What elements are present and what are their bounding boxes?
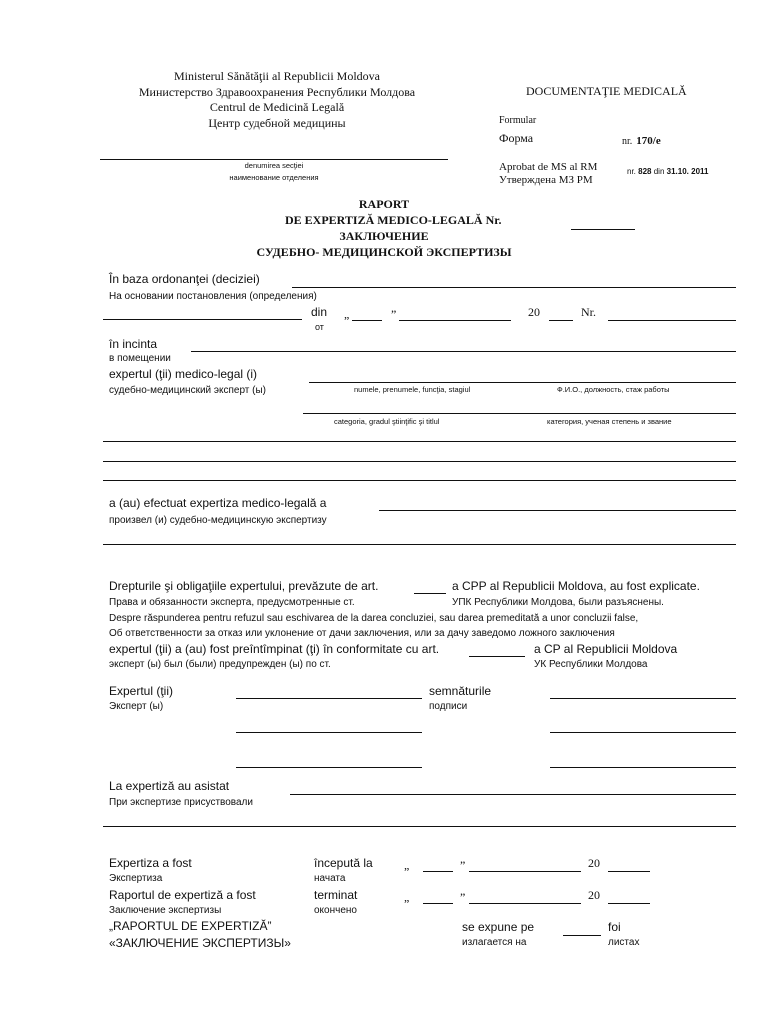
sheets-label-ro: foi (608, 920, 621, 934)
expertise-label-ro: Expertiza a fost (109, 856, 192, 870)
nr-label: Nr. (581, 305, 596, 319)
performed-label-ro: a (au) efectuat expertiza medico-legală a (109, 496, 327, 510)
rights-line1-ru-a: Права и обязанности эксперта, предусмотренные ст. (109, 597, 355, 608)
ordinance-label-ru: На основании постановления (определения) (109, 291, 317, 302)
end-quote-open: „ (404, 890, 410, 904)
name-hint-ro: numele, prenumele, funcţia, stagiul (354, 385, 471, 394)
expert-name-line[interactable] (309, 382, 736, 383)
end-year-prefix: 20 (588, 888, 600, 902)
order-number: nr. 828 din 31.10. 2011 (627, 167, 709, 176)
signature-expert-ro: Expertul (ţii) (109, 684, 174, 698)
expert-name-line-2[interactable] (236, 732, 422, 733)
assisted-line-2[interactable] (103, 826, 736, 827)
ordinance-label-ro: În baza ordonanţei (deciziei) (109, 272, 260, 286)
name-hint-ru: Ф.И.О., должность, стаж работы (557, 385, 670, 394)
report-title-ro: „RAPORTUL DE EXPERTIZĂ” (109, 919, 272, 933)
rights-line1-ru-b: УПК Республики Молдова, были разъяснены. (452, 597, 664, 608)
signature-line-2[interactable] (550, 732, 736, 733)
performed-extra-line[interactable] (103, 544, 736, 545)
report-label-ru: Заключение экспертизы (109, 905, 222, 916)
expert-extra-line-1[interactable] (103, 441, 736, 442)
premises-line[interactable] (191, 351, 736, 352)
pages-count-line[interactable] (563, 935, 601, 936)
ordinance-issuer-line[interactable] (103, 319, 302, 320)
cp-article-line[interactable] (469, 656, 525, 657)
premises-label-ro: în incinta (109, 337, 158, 351)
title-raport: RAPORT (358, 197, 410, 211)
quote-close-day: ” (391, 307, 397, 321)
section-name-line[interactable] (100, 159, 448, 160)
assisted-label-ru: При экспертизе присуствовали (109, 797, 253, 808)
rights-line3-ru-b: УК Республики Молдова (534, 659, 648, 670)
start-quote-close: ” (460, 858, 466, 872)
din-label-ru: от (315, 322, 324, 332)
formular-label-ru: Форма (499, 131, 534, 145)
expertise-label-ru: Экспертиза (109, 873, 163, 884)
title-forensic: СУДЕБНО- МЕДИЦИНСКОЙ ЭКСПЕРТИЗЫ (256, 245, 512, 259)
rights-line3-ru-a: эксперт (ы) был (были) предупрежден (ы) по ст. (109, 659, 331, 670)
signature-expert-ru: Эксперт (ы) (109, 701, 164, 712)
rights-line1-ro-b: a CPP al Republicii Moldova, au fost explicate. (452, 579, 700, 593)
approved-label-ru: Утверждена МЗ РМ (499, 174, 593, 186)
ministry-name-ru: Министерство Здравоохранения Республики Молдова (138, 85, 416, 99)
report-label-ro: Raportul de expertiză a fost (109, 888, 256, 902)
ordinance-number-line[interactable] (608, 320, 736, 321)
end-year-line[interactable] (608, 903, 650, 904)
formular-label-ro: Formular (499, 115, 537, 126)
start-year-prefix: 20 (588, 856, 600, 870)
start-day-line[interactable] (423, 871, 453, 872)
end-quote-close: ” (460, 890, 466, 904)
ordinance-month-line[interactable] (399, 320, 511, 321)
expert-extra-line-3[interactable] (103, 480, 736, 481)
performed-subject-line[interactable] (379, 510, 736, 511)
section-hint-ro: denumirea secţiei (244, 161, 304, 170)
year-prefix: 20 (528, 305, 540, 319)
finished-label-ru: окончено (314, 905, 357, 916)
title-conclusion: ЗАКЛЮЧЕНИЕ (339, 229, 429, 243)
start-year-line[interactable] (608, 871, 650, 872)
ordinance-year-line[interactable] (549, 320, 573, 321)
started-label-ru: начата (314, 873, 346, 884)
rights-line3-ro-b: a CP al Republicii Moldova (534, 642, 678, 656)
section-hint-ru: наименование отделения (229, 173, 319, 182)
signature-label-ro: semnăturile (429, 684, 492, 698)
started-label-ro: începută la (314, 856, 373, 870)
category-hint-ro: categoria, gradul ştiinţific şi titlul (334, 417, 440, 426)
ordinance-line[interactable] (292, 287, 736, 288)
expert-name-line-3[interactable] (236, 767, 422, 768)
expert-extra-line-2[interactable] (103, 461, 736, 462)
expert-label-ro: expertul (ţii) medico-legal (i) (109, 367, 258, 381)
quote-open-day: „ (344, 307, 350, 321)
pages-label-ru: излагается на (462, 937, 527, 948)
expert-category-line[interactable] (303, 413, 736, 414)
signature-line-3[interactable] (550, 767, 736, 768)
approved-label-ro: Aprobat de MS al RM (499, 161, 598, 173)
assisted-label-ro: La expertiză au asistat (109, 779, 230, 793)
end-day-line[interactable] (423, 903, 453, 904)
end-month-line[interactable] (469, 903, 581, 904)
title-expertise: DE EXPERTIZĂ MEDICO-LEGALĂ Nr. (285, 213, 502, 227)
assisted-line-1[interactable] (290, 794, 736, 795)
rights-line1-ro-a: Drepturile şi obligaţiile expertului, prevăzute de art. (109, 579, 379, 593)
form-number: nr. 170/e (622, 135, 661, 147)
cpp-article-line[interactable] (414, 593, 446, 594)
center-name-ru: Центр судебной медицины (208, 116, 346, 130)
expert-label-ru: судебно-медицинский эксперт (ы) (109, 385, 267, 396)
rights-line3-ro-a: expertul (ţii) a (au) fost preîntîmpinat (ţi) în conformitate cu art. (109, 642, 440, 656)
ministry-name-ro: Ministerul Sănătăţii al Republicii Moldova (174, 69, 380, 83)
start-quote-open: „ (404, 858, 410, 872)
rights-line2-ro: Despre răspunderea pentru refuzul sau eschivarea de la darea concluziei, sau darea premeditată a unor concluzii false, (109, 613, 639, 624)
report-title-ru: «ЗАКЛЮЧЕНИЕ ЭКСПЕРТИЗЫ» (109, 936, 291, 950)
documentation-label: DOCUMENTAŢIE MEDICALĂ (526, 84, 687, 98)
start-month-line[interactable] (469, 871, 581, 872)
pages-label-ro: se expune pe (462, 920, 535, 934)
ordinance-day-line[interactable] (352, 320, 382, 321)
din-label-ro: din (311, 305, 328, 319)
sheets-label-ru: листах (608, 937, 640, 948)
signature-label-ru: подписи (429, 701, 468, 712)
category-hint-ru: категория, ученая степень и звание (547, 417, 672, 426)
rights-line2-ru: Об ответственности за отказ или уклонение от дачи заключения, или за дачу заведомо ложного заключения (109, 628, 615, 639)
performed-label-ru: произвел (и) судебно-медицинскую экспертизу (109, 515, 327, 526)
expert-name-line-1[interactable] (236, 698, 422, 699)
finished-label-ro: terminat (314, 888, 358, 902)
premises-label-ru: в помещении (109, 353, 171, 364)
center-name-ro: Centrul de Medicină Legală (209, 100, 345, 114)
signature-line-1[interactable] (550, 698, 736, 699)
